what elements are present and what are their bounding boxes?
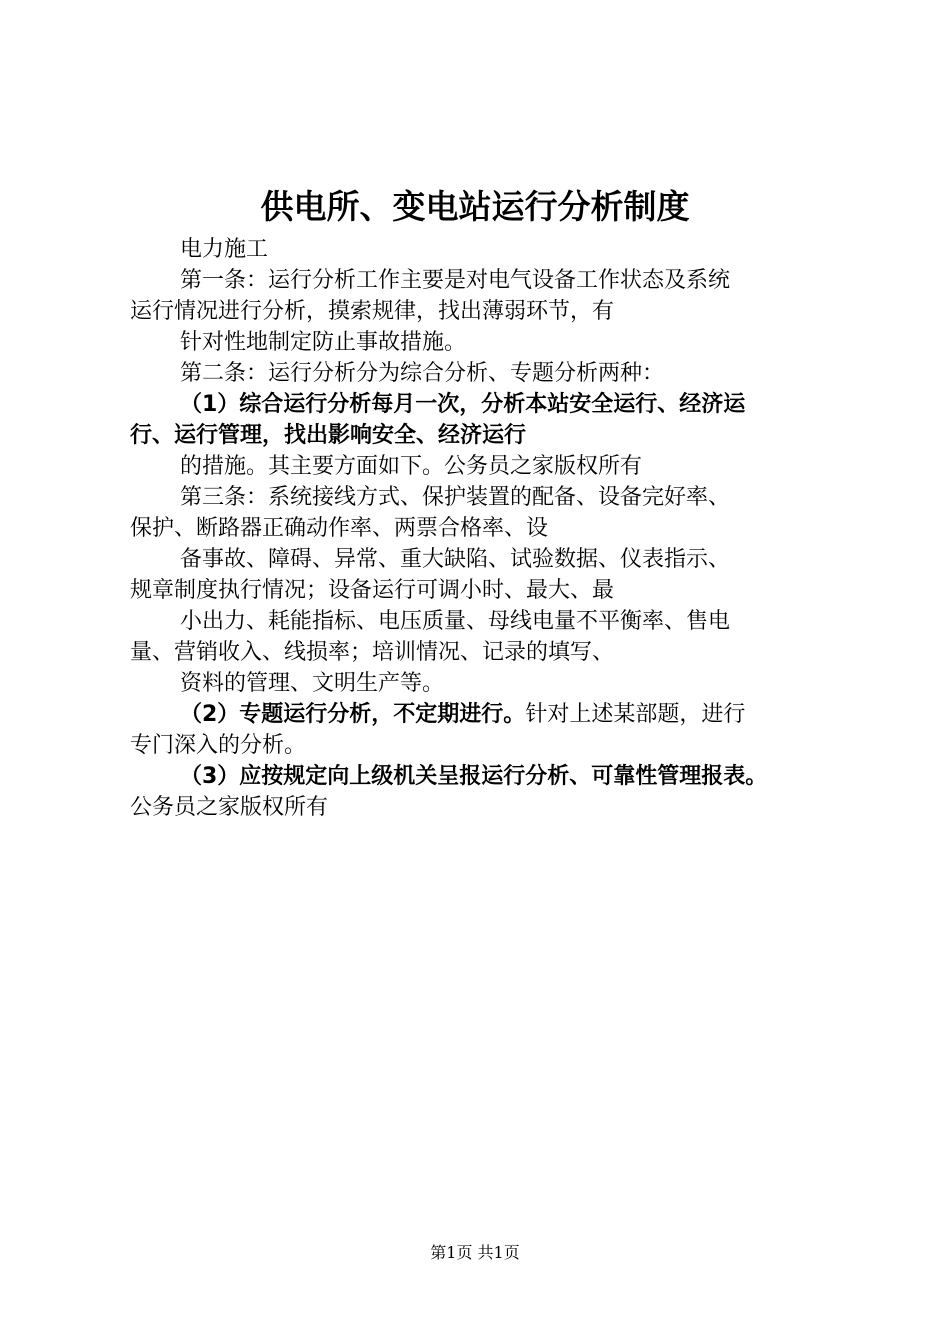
item-1-line-1 [130,389,842,420]
line-text: 第一条：运行分析工作主要是对电气设备工作状态及系统 [180,268,731,293]
article-3-line-2 [130,513,842,544]
line-text: 量、营销收入、线损率；培训情况、记录的填写、 [130,640,615,665]
article-3-line-1 [130,482,842,513]
article-2-line-1 [130,358,842,389]
article-3-line-7 [130,668,842,699]
source-line [130,234,842,265]
item-2-line-1 [130,699,842,730]
line-text: 第三条：系统接线方式、保护装置的配备、设备完好率、 [180,485,731,510]
line-text: 公务员之家版权所有 [130,795,329,820]
line-text: （3）应按规定向上级机关呈报运行分析、可靠性管理报表。 [180,764,768,789]
document-title: 供电所、变电站运行分析制度 [260,187,690,226]
line-text: 行、运行管理，找出影响安全、经济运行 [130,423,527,448]
article-3-line-3 [130,544,842,575]
document-body [130,234,842,823]
line-text: 针对性地制定防止事故措施。 [180,330,467,355]
item-3-line-2 [130,792,842,823]
item-3-line-1 [130,761,842,792]
line-text: 备事故、障碍、异常、重大缺陷、试验数据、仪表指示、 [180,547,731,572]
page-footer: 第1页 共1页 [430,1243,520,1262]
line-text: 专门深入的分析。 [130,733,307,758]
item-2-line-2 [130,730,842,761]
article-1-line-3 [130,327,842,358]
item-1-line-2 [130,420,842,451]
line-text: （1）综合运行分析每月一次，分析本站安全运行、经济运 [180,392,746,417]
item-1-line-3 [130,451,842,482]
article-3-line-5 [130,606,842,637]
article-3-line-6 [130,637,842,668]
line-text: 小出力、耗能指标、电压质量、母线电量不平衡率、售电 [180,609,731,634]
line-text: 运行情况进行分析，摸索规律，找出薄弱环节，有 [130,299,615,324]
article-1-line-2 [130,296,842,327]
line-text: 电力施工 [180,237,269,262]
line-text: 第二条：运行分析分为综合分析、专题分析两种： [180,361,665,386]
line-text: 针对上述某部题，进行 [525,702,746,727]
article-1-line-1 [130,265,842,296]
article-3-line-4 [130,575,842,606]
line-text: 资料的管理、文明生产等。 [180,671,445,696]
line-text: 的措施。其主要方面如下。公务员之家版权所有 [180,454,643,479]
line-text: 保护、断路器正确动作率、两票合格率、设 [130,516,549,541]
line-text: 规章制度执行情况；设备运行可调小时、最大、最 [130,578,615,603]
line-text-bold: （2）专题运行分析，不定期进行。 [180,702,526,727]
